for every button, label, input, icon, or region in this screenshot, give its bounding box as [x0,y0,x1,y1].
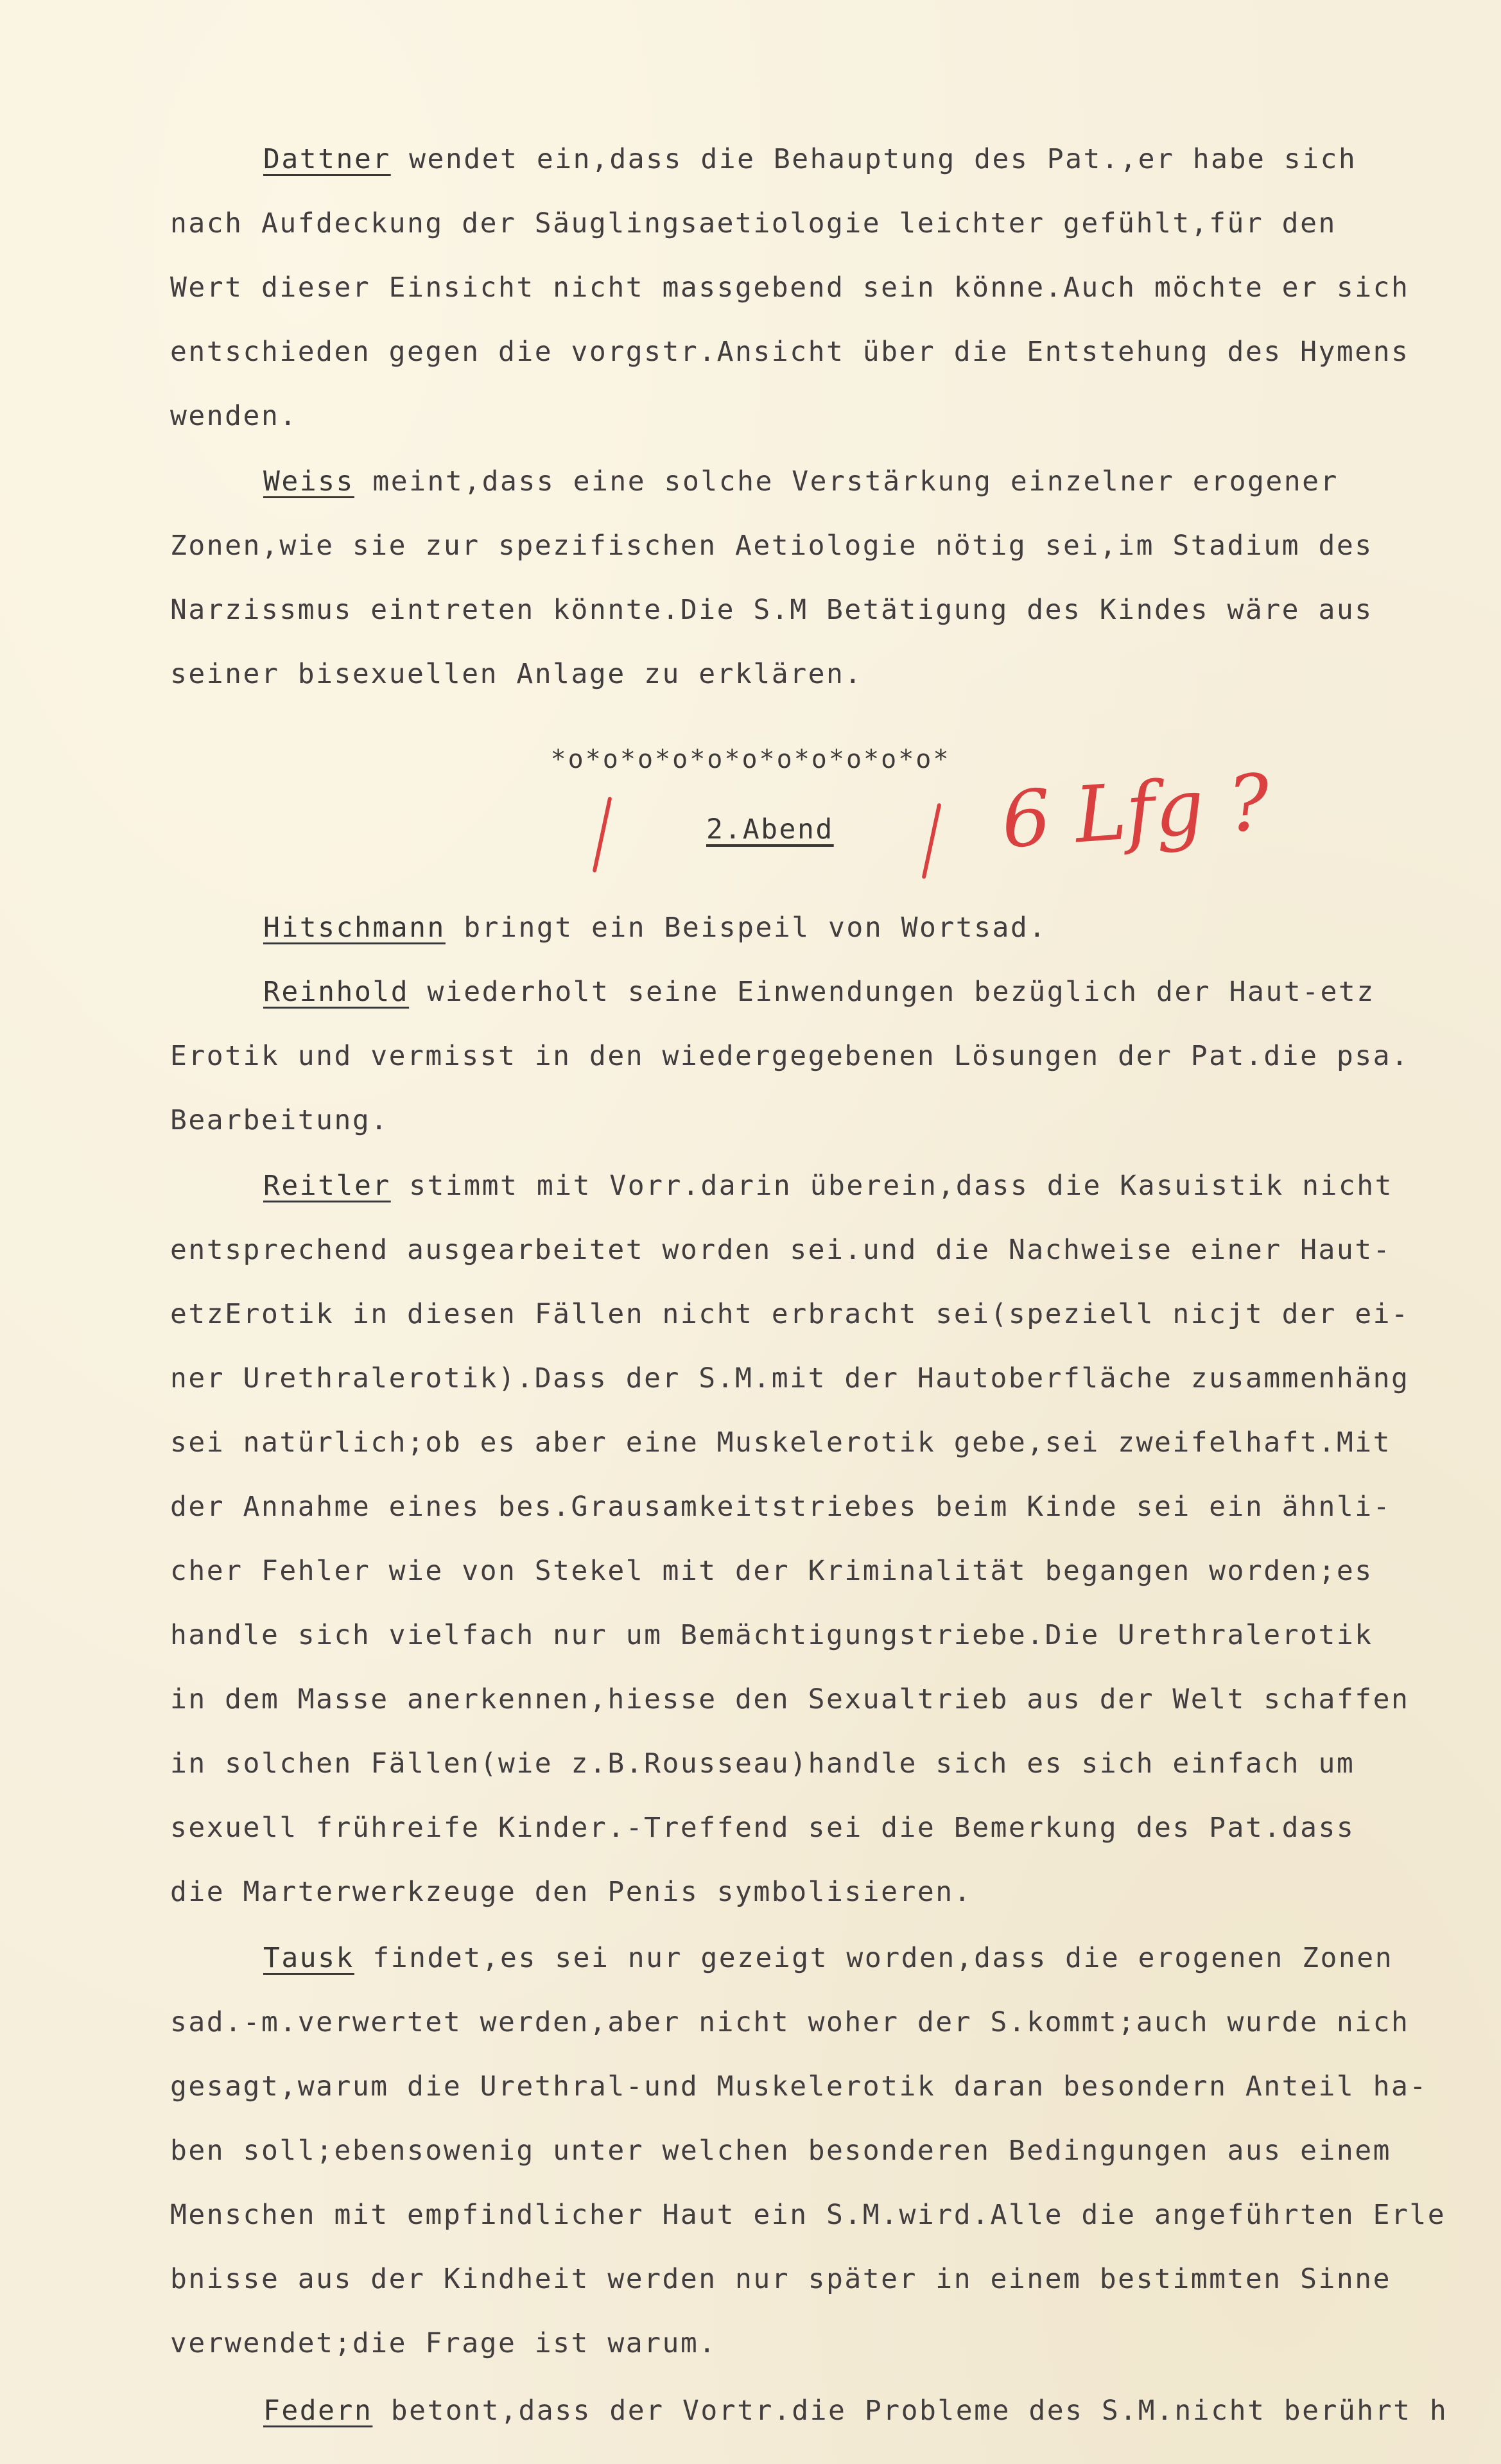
paragraph-reitler-line-8: handle sich vielfach nur um Bemächtigungstriebe.Die Urethralerotik [170,1619,1373,1651]
paragraph-tausk-line-2: sad.-m.verwertet werden,aber nicht woher der S.kommt;auch wurde nich [170,2006,1410,2038]
paragraph-reinhold-line-3: Bearbeitung. [170,1104,389,1136]
paragraph-tausk-line-4: ben soll;ebensowenig unter welchen besonderen Bedingungen aus einem [170,2135,1392,2167]
paragraph-reinhold-line-2: Erotik und vermisst in den wiedergegebenen Lösungen der Pat.die psa. [170,1040,1410,1072]
speaker-name-hitschmann: Hitschmann [263,912,446,944]
paragraph-dattner-line-4: entschieden gegen die vorgstr.Ansicht über die Entstehung des Hymens [170,336,1410,368]
paragraph-reitler-line-11: sexuell frühreife Kinder.-Treffend sei die Bemerkung des Pat.dass [170,1812,1355,1844]
paragraph-dattner-line-3: Wert dieser Einsicht nicht massgebend sein könne.Auch möchte er sich [170,272,1410,304]
paragraph-reitler-line-6: der Annahme eines bes.Grausamkeitstriebes beim Kinde sei ein ähnli- [170,1491,1392,1523]
paragraph-hitschmann-line-1: Hitschmann bringt ein Beispeil von Wortsad. [263,912,1047,944]
paragraph-reitler-line-5: sei natürlich;ob es aber eine Muskelerotik gebe,sei zweifelhaft.Mit [170,1427,1392,1459]
paragraph-reitler-line-4: ner Urethralerotik).Dass der S.M.mit der Hautoberfläche zusammenhäng [170,1362,1410,1394]
speaker-name-reinhold: Reinhold [263,976,410,1008]
paragraph-reinhold-line-1: Reinhold wiederholt seine Einwendungen bezüglich der Haut-etz [263,976,1375,1008]
paragraph-weiss-line-1: Weiss meint,dass eine solche Verstärkung einzelner erogener [263,465,1339,498]
paragraph-weiss-line-2: Zonen,wie sie zur spezifischen Aetiologie nötig sei,im Stadium des [170,530,1373,562]
margin-note-red: 6 Lfg ? [998,758,1273,866]
paragraph-dattner-line-5: wenden. [170,400,298,432]
paragraph-tausk-line-5: Menschen mit empfindlicher Haut ein S.M.wird.Alle die angeführten Erle [170,2199,1446,2231]
paragraph-weiss-line-4: seiner bisexuellen Anlage zu erklären. [170,658,863,690]
speaker-name-federn: Federn [263,2395,373,2427]
paragraph-dattner-line-2: nach Aufdeckung der Säuglingsaetiologie leichter gefühlt,für den [170,207,1337,239]
paragraph-dattner-line-1: Dattner wendet ein,dass die Behauptung des Pat.,er habe sich [263,143,1357,175]
paragraph-tausk-line-3: gesagt,warum die Urethral-und Muskelerotik daran besondern Anteil ha- [170,2070,1428,2103]
paragraph-federn-line-1: Federn betont,dass der Vortr.die Probleme des S.M.nicht berührt h [263,2395,1448,2427]
evening-title: 2.Abend [706,813,834,846]
paragraph-tausk-line-1: Tausk findet,es sei nur gezeigt worden,dass die erogenen Zonen [263,1942,1394,1974]
paragraph-reitler-line-12: die Marterwerkzeuge den Penis symbolisieren. [170,1876,973,1908]
paragraph-reitler-line-1: Reitler stimmt mit Vorr.darin überein,dass die Kasuistik nicht [263,1170,1394,1202]
paragraph-reitler-line-2: entsprechend ausgearbeitet worden sei.und die Nachweise einer Haut- [170,1234,1392,1266]
paragraph-weiss-line-3: Narzissmus eintreten könnte.Die S.M Betätigung des Kindes wäre aus [170,594,1373,626]
paragraph-reitler-line-9: in dem Masse anerkennen,hiesse den Sexualtrieb aus der Welt schaffen [170,1683,1410,1715]
speaker-name-dattner: Dattner [263,143,391,175]
paragraph-reitler-line-7: cher Fehler wie von Stekel mit der Kriminalität begangen worden;es [170,1555,1373,1587]
paragraph-reitler-line-10: in solchen Fällen(wie z.B.Rousseau)handle sich es sich einfach um [170,1748,1355,1780]
speaker-name-weiss: Weiss [263,465,354,498]
speaker-name-tausk: Tausk [263,1942,354,1974]
paragraph-reitler-line-3: etzErotik in diesen Fällen nicht erbracht sei(speziell nicjt der ei- [170,1298,1410,1330]
section-separator: *o*o*o*o*o*o*o*o*o*o*o* [550,745,951,774]
speaker-name-reitler: Reitler [263,1170,391,1202]
paragraph-tausk-line-7: verwendet;die Frage ist warum. [170,2327,717,2359]
paragraph-tausk-line-6: bnisse aus der Kindheit werden nur später in einem bestimmten Sinne [170,2263,1392,2295]
